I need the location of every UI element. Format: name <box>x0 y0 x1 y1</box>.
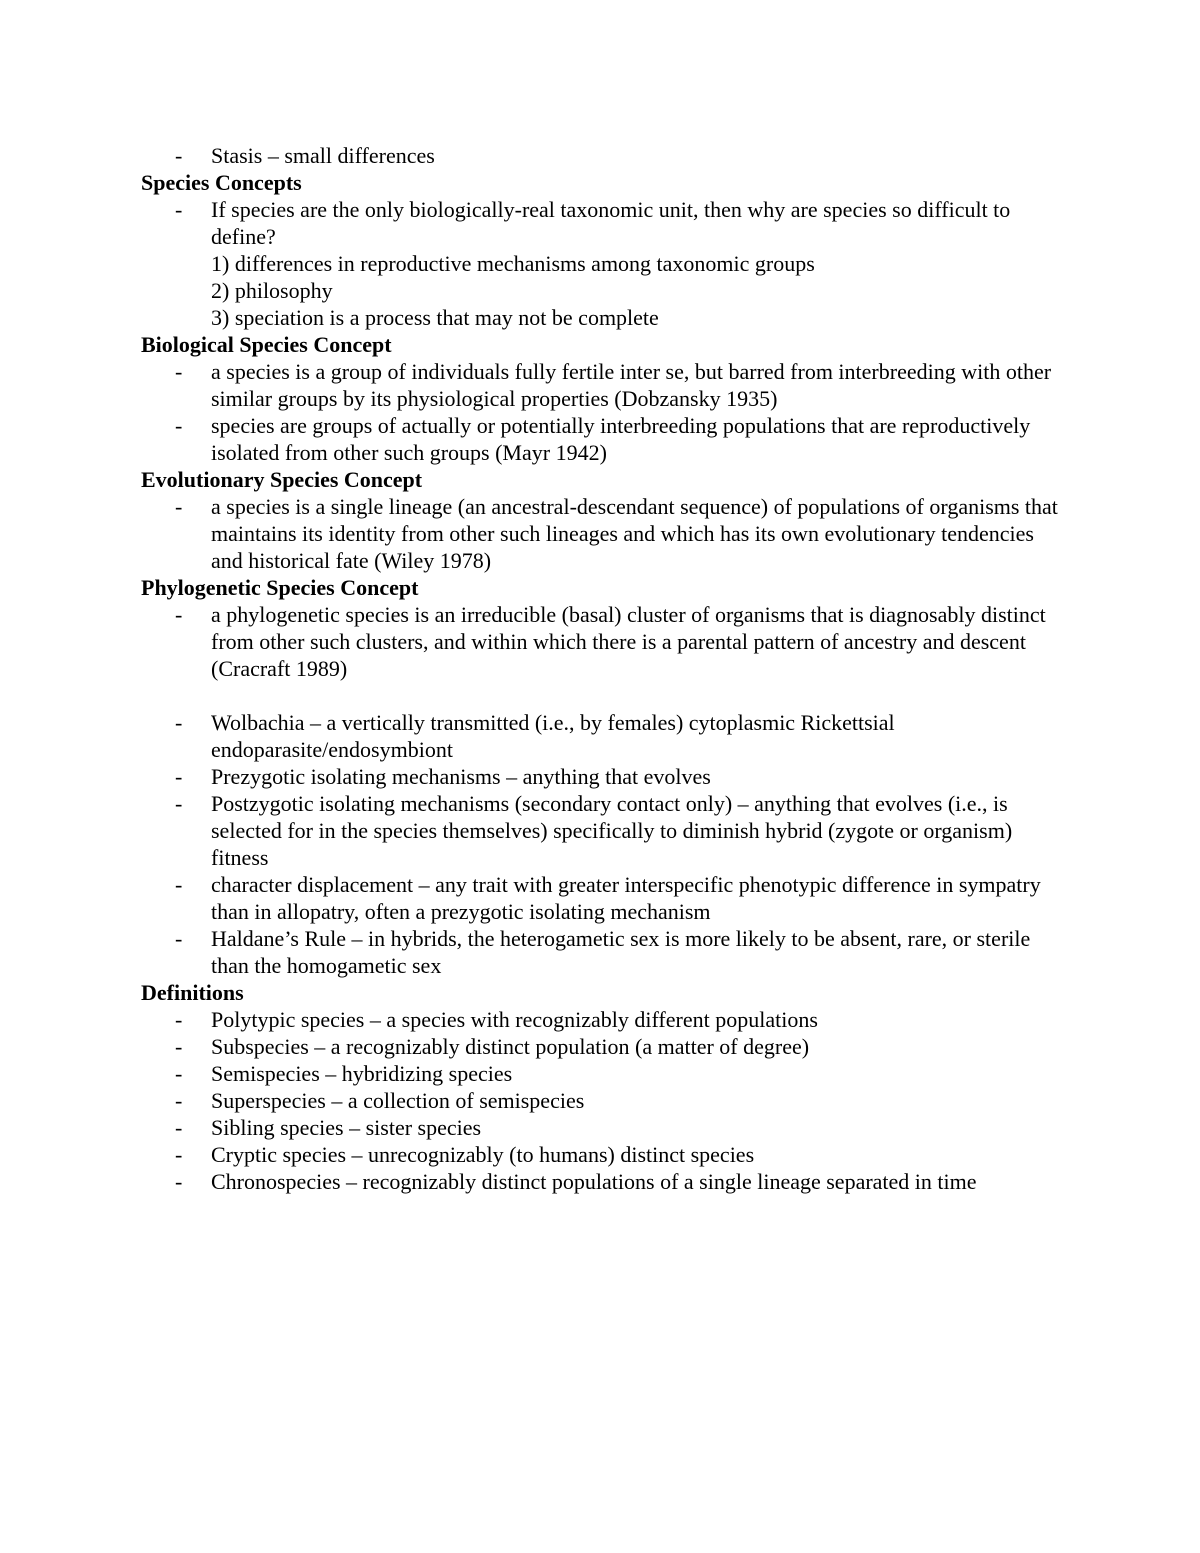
section-heading-species-concepts: Species Concepts <box>141 170 302 195</box>
bullet-dash: - <box>175 1169 183 1194</box>
list-item-text: Semispecies – hybridizing species <box>211 1061 513 1086</box>
list-item-text: Sibling species – sister species <box>211 1115 482 1140</box>
section-heading-definitions: Definitions <box>141 980 244 1005</box>
list-item <box>141 358 1071 412</box>
list-item <box>141 1087 1071 1114</box>
bullet-dash: - <box>175 1142 183 1167</box>
list-item <box>141 412 1071 466</box>
list-item-text: Cryptic species – unrecognizably (to humans) distinct species <box>211 1142 755 1167</box>
bullet-dash: - <box>175 197 183 222</box>
list-item <box>141 763 1071 790</box>
list-item-text: Chronospecies – recognizably distinct populations of a single lineage separated in time <box>211 1169 977 1194</box>
list-item-text: Superspecies – a collection of semispecies <box>211 1088 585 1113</box>
numbered-reason: 2) philosophy <box>211 278 333 303</box>
list-item-text: If species are the only biologically-real taxonomic unit, then why are species so difficult to define? <box>211 197 1011 249</box>
list-item-text: Prezygotic isolating mechanisms – anything that evolves <box>211 764 711 789</box>
list-item <box>141 493 1071 574</box>
bullet-dash: - <box>175 1007 183 1032</box>
bullet-dash: - <box>175 764 183 789</box>
list-item <box>141 1060 1071 1087</box>
list-item <box>141 790 1071 871</box>
list-item <box>141 142 1071 169</box>
document-body <box>141 142 1071 1195</box>
list-item-text: Stasis – small differences <box>211 143 435 168</box>
bullet-dash: - <box>175 602 183 627</box>
bullet-dash: - <box>175 1034 183 1059</box>
bullet-dash: - <box>175 926 183 951</box>
list-item <box>141 925 1071 979</box>
bullet-dash: - <box>175 143 183 168</box>
list-item <box>141 1006 1071 1033</box>
list-item <box>141 1168 1071 1195</box>
list-item-text: Polytypic species – a species with recognizably different populations <box>211 1007 818 1032</box>
list-item-text: a species is a single lineage (an ancestral-descendant sequence) of populations of organisms that maintains its identity from other such lineages and which has its own evolutionary tendencies and historical fate (Wiley 1978) <box>211 494 1058 573</box>
bullet-dash: - <box>175 1061 183 1086</box>
bullet-dash: - <box>175 872 183 897</box>
numbered-reason: 1) differences in reproductive mechanisms among taxonomic groups <box>211 251 815 276</box>
numbered-reason: 3) speciation is a process that may not be complete <box>211 305 659 330</box>
list-item-text: character displacement – any trait with greater interspecific phenotypic difference in sympatry than in allopatry, often a prezygotic isolating mechanism <box>211 872 1041 924</box>
blank-line <box>141 682 1071 709</box>
section-heading-phylogenetic: Phylogenetic Species Concept <box>141 575 419 600</box>
bullet-dash: - <box>175 494 183 519</box>
list-item-text: Subspecies – a recognizably distinct population (a matter of degree) <box>211 1034 810 1059</box>
bullet-dash: - <box>175 1115 183 1140</box>
section-heading-evolutionary: Evolutionary Species Concept <box>141 467 423 492</box>
bullet-dash: - <box>175 413 183 438</box>
list-item-text: Haldane’s Rule – in hybrids, the heterogametic sex is more likely to be absent, rare, or sterile than the homogametic sex <box>211 926 1031 978</box>
list-item-text: Wolbachia – a vertically transmitted (i.e., by females) cytoplasmic Rickettsial endoparasite/endosymbiont <box>211 710 895 762</box>
list-item <box>141 871 1071 925</box>
list-item-text: a species is a group of individuals fully fertile inter se, but barred from interbreeding with other similar groups by its physiological properties (Dobzansky 1935) <box>211 359 1052 411</box>
bullet-dash: - <box>175 1088 183 1113</box>
list-item-text: Postzygotic isolating mechanisms (secondary contact only) – anything that evolves (i.e., is selected for in the species themselves) specifically to diminish hybrid (zygote or organism) fitness <box>211 791 1013 870</box>
list-item <box>141 196 1071 250</box>
list-item-text: a phylogenetic species is an irreducible (basal) cluster of organisms that is diagnosably distinct from other such clusters, and within which there is a parental pattern of ancestry and descent (Cracraft 1989) <box>211 602 1046 681</box>
bullet-dash: - <box>175 710 183 735</box>
list-item <box>141 1114 1071 1141</box>
list-item <box>141 1033 1071 1060</box>
section-heading-biological: Biological Species Concept <box>141 332 392 357</box>
list-item <box>141 601 1071 682</box>
list-item <box>141 709 1071 763</box>
list-item <box>141 1141 1071 1168</box>
bullet-dash: - <box>175 359 183 384</box>
list-item-text: species are groups of actually or potentially interbreeding populations that are reproductively isolated from other such groups (Mayr 1942) <box>211 413 1031 465</box>
bullet-dash: - <box>175 791 183 816</box>
